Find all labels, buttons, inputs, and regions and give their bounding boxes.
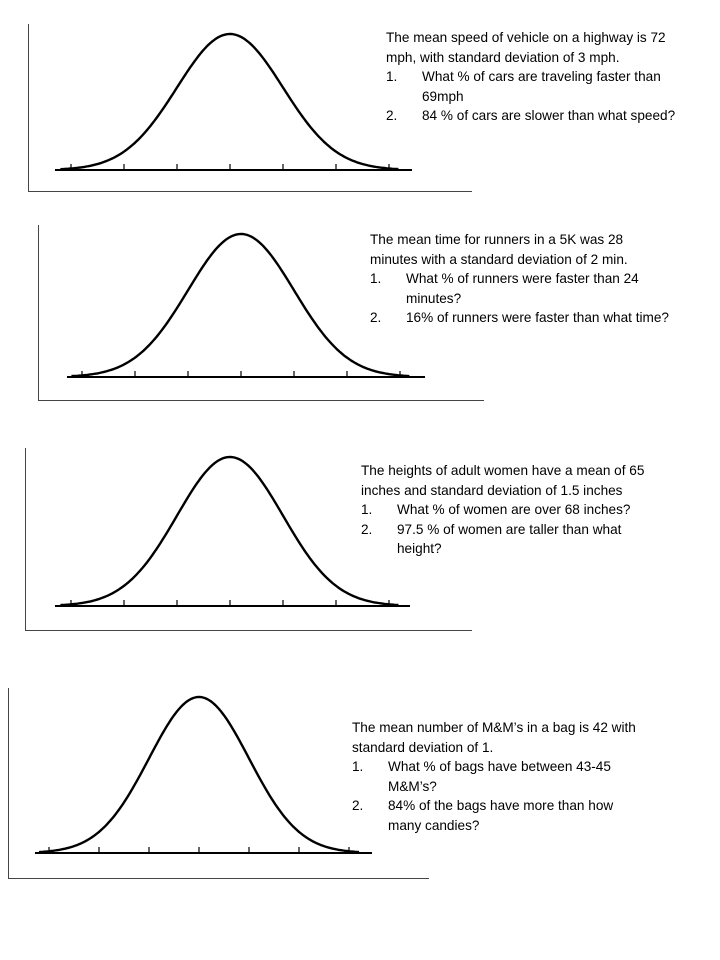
problem-intro: The mean time for runners in a 5K was 28 minutes with a standard deviation of 2 min. — [370, 232, 628, 267]
question-text: What % of runners were faster than 24 minutes? — [406, 271, 639, 306]
question-item — [352, 757, 642, 796]
question-text: What % of women are over 68 inches? — [397, 502, 631, 517]
question-number: 1. — [352, 759, 364, 774]
question-number: 2. — [386, 108, 398, 123]
problem-intro: The mean speed of vehicle on a highway is 72 mph, with standard deviation of 3 mph. — [386, 30, 666, 65]
problem-intro: The heights of adult women have a mean of 65 inches and standard deviation of 1.5 inches — [361, 463, 645, 498]
question-number: 1. — [370, 271, 382, 286]
question-item — [352, 796, 642, 835]
problem-intro: The mean number of M&M’s in a bag is 42 with standard deviation of 1. — [352, 720, 636, 755]
question-number: 2. — [370, 310, 382, 325]
question-number: 1. — [386, 69, 398, 84]
question-text: 16% of runners were faster than what time? — [406, 310, 669, 325]
question-text: What % of bags have between 43-45 M&M’s? — [388, 759, 611, 794]
problem-text — [352, 718, 642, 835]
question-number: 2. — [352, 798, 364, 813]
question-text: 84 % of cars are slower than what speed? — [422, 108, 676, 123]
bell-curve-line — [39, 697, 359, 852]
question-text: 84% of the bags have more than how many candies? — [388, 798, 614, 833]
question-text: What % of cars are traveling faster than 69mph — [422, 69, 661, 104]
question-number: 1. — [361, 502, 373, 517]
question-text: 97.5 % of women are taller than what height? — [397, 521, 622, 556]
question-number: 2. — [361, 521, 373, 537]
